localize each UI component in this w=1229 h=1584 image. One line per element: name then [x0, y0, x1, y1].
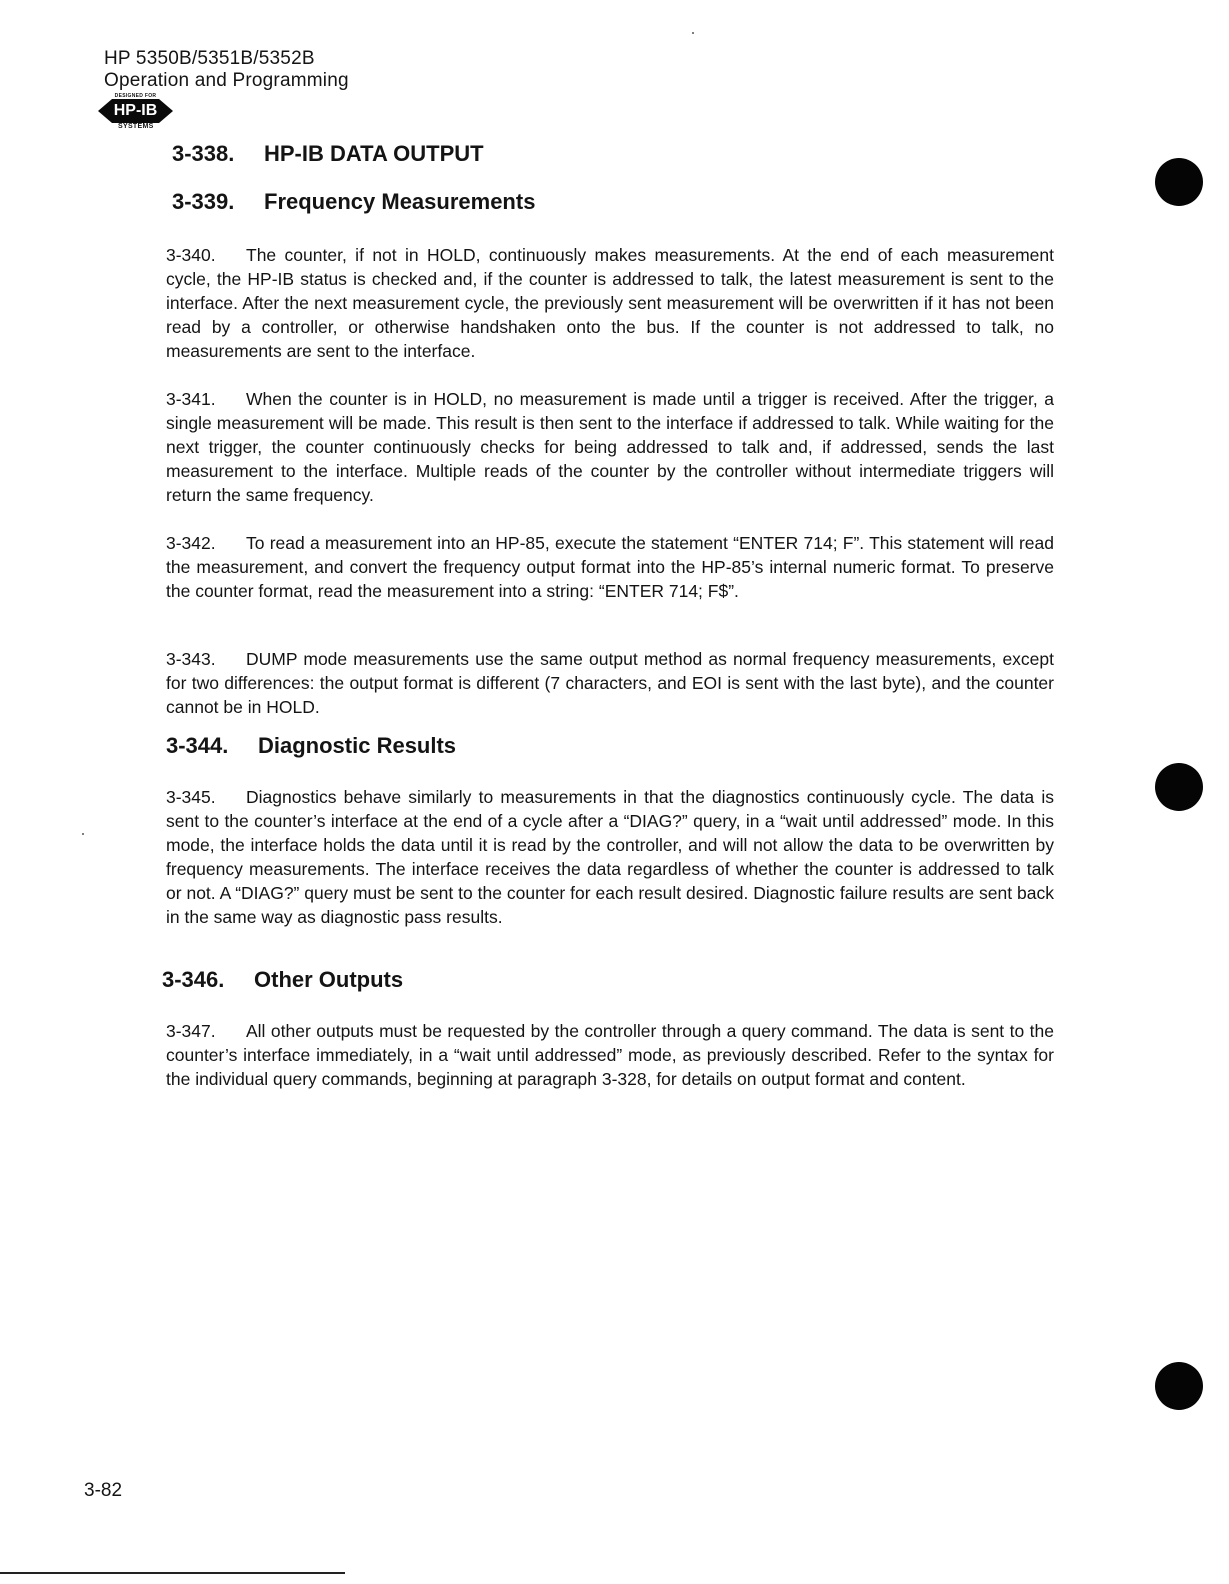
paragraph-3-342: [166, 531, 1054, 603]
paragraph-number: 3-341.: [166, 389, 216, 409]
paragraph-number: 3-343.: [166, 649, 216, 669]
binder-hole-bottom: [1155, 1362, 1203, 1410]
page-number: 3-82: [84, 1480, 123, 1501]
section-heading-hp-ib-data-output: [172, 141, 484, 167]
section-title: Frequency Measurements: [264, 189, 536, 214]
section-heading-frequency-measurements: [172, 189, 535, 215]
paragraph-3-340: [166, 243, 1054, 363]
section-title: HP-IB DATA OUTPUT: [264, 141, 484, 166]
footer-rule: [0, 1572, 345, 1574]
section-title: Diagnostic Results: [258, 733, 457, 758]
paragraph-number: 3-347.: [166, 1021, 216, 1041]
paragraph-number: 3-345.: [166, 787, 216, 807]
document-model-header: HP 5350B/5351B/5352B: [104, 48, 315, 69]
section-number: 3-338.: [172, 141, 235, 166]
paragraph-3-341: [166, 387, 1054, 507]
binder-hole-top: [1155, 158, 1203, 206]
paragraph-text: Diagnostics behave similarly to measurements in that the diagnostics continuously cycle. The data is sent to the counter’s interface at the end of a cycle after a “DIAG?” query, in a “wait until addressed” mode. In this mode, the interface holds the data until it is read by the controller, and will not allow the data to be overwritten by frequency measurements. The interface receives the data regardless of whether the counter is addressed to talk or not. A “DIAG?” query must be sent to the counter for each result desired. Diagnostic failure results are sent back in the same way as diagnostic pass results.: [166, 787, 1054, 927]
section-number: 3-339.: [172, 189, 235, 214]
paragraph-3-345: [166, 785, 1054, 929]
section-number: 3-346.: [162, 967, 225, 992]
paragraph-3-343: [166, 647, 1054, 719]
logo-systems-text: SYSTEMS: [118, 123, 154, 130]
section-heading-diagnostic-results: [166, 733, 456, 759]
document-subtitle-header: Operation and Programming: [104, 70, 349, 91]
paragraph-text: All other outputs must be requested by the controller through a query command. The data is sent to the counter’s interface immediately, in a “wait until addressed” mode, as previously described. Refer to the syntax for the individual query commands, beginning at paragraph 3-328, for details on output format and content.: [166, 1021, 1054, 1089]
paragraph-text: The counter, if not in HOLD, continuously makes measurements. At the end of each measurement cycle, the HP-IB status is checked and, if the counter is addressed to talk, the latest measurement is sent to the interface. After the next measurement cycle, the previously sent measurement will be overwritten if it has not been read by a controller, or otherwise handshaken onto the bus. If the counter is not addressed to talk, no measurements are sent to the interface.: [166, 245, 1054, 361]
logo-hp-ib-text: HP-IB: [113, 102, 158, 119]
section-number: 3-344.: [166, 733, 229, 758]
paragraph-text: DUMP mode measurements use the same output method as normal frequency measurements, except for two differences: the output format is different (7 characters, and EOI is sent with the last byte), and the counter cannot be in HOLD.: [166, 649, 1054, 717]
paragraph-number: 3-342.: [166, 533, 216, 553]
paragraph-text: When the counter is in HOLD, no measurement is made until a trigger is received. After the trigger, a single measurement will be made. This result is then sent to the interface if addressed to talk. While waiting for the next trigger, the counter continuously checks for being addressed to talk and, if addressed, sends the last measurement to the interface. Multiple reads of the counter by the controller without intermediate triggers will return the same frequency.: [166, 389, 1054, 505]
paragraph-3-347: [166, 1019, 1054, 1091]
scan-speck: [692, 32, 694, 34]
section-title: Other Outputs: [254, 967, 404, 992]
scan-speck: [82, 833, 84, 835]
section-heading-other-outputs: [162, 967, 403, 993]
binder-hole-middle: [1155, 763, 1203, 811]
paragraph-number: 3-340.: [166, 245, 216, 265]
hp-ib-systems-logo: [98, 93, 173, 133]
logo-designed-for-text: DESIGNED FOR: [114, 93, 157, 99]
paragraph-text: To read a measurement into an HP-85, execute the statement “ENTER 714; F”. This statement will read the measurement, and convert the frequency output format into the HP-85’s internal numeric format. To preserve the counter format, read the measurement into a string: “ENTER 714; F$”.: [166, 533, 1054, 601]
